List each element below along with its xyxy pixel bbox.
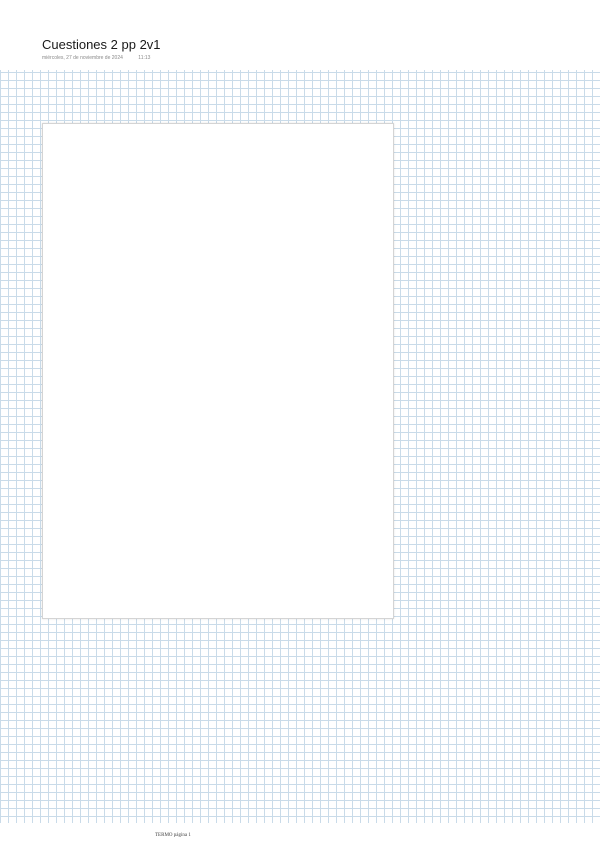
note-title[interactable]: Cuestiones 2 pp 2v1 — [42, 37, 161, 52]
note-time: 11:13 — [138, 55, 151, 61]
note-header — [0, 0, 600, 70]
print-footer — [0, 823, 600, 848]
page-footer-label: TERMO página 1 — [155, 833, 191, 838]
note-meta — [42, 55, 150, 61]
exam-page — [42, 123, 394, 619]
note-date: miércoles, 27 de noviembre de 2024 — [42, 55, 123, 61]
